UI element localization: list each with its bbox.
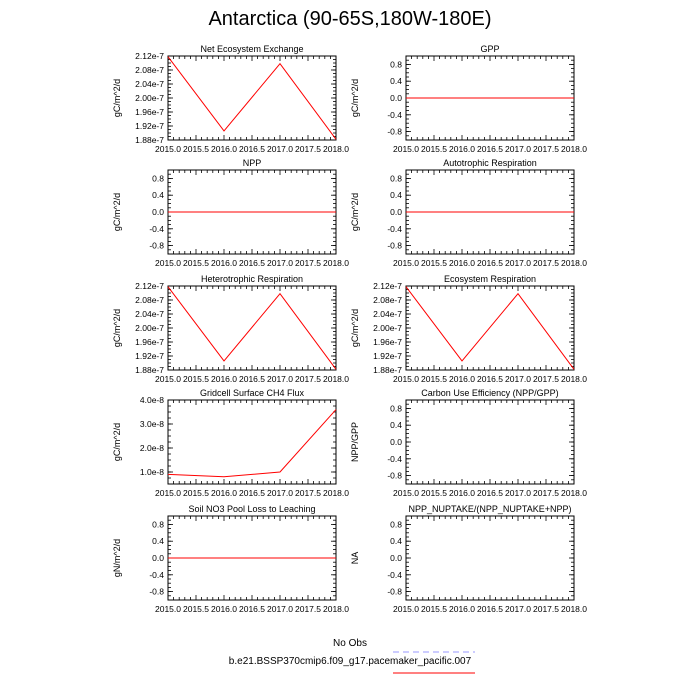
x-tick-label: 2018.0	[561, 144, 587, 154]
x-tick-label: 2017.5	[533, 374, 559, 384]
y-axis-label: gC/m^2/d	[350, 192, 360, 232]
y-tick-label: 2.08e-7	[135, 65, 164, 75]
x-tick-label: 2018.0	[561, 488, 587, 498]
y-axis-label: gC/m^2/d	[112, 78, 122, 118]
x-tick-label: 2016.0	[449, 144, 475, 154]
y-tick-label: -0.8	[387, 126, 402, 137]
x-tick-label: 2016.0	[211, 144, 237, 154]
y-tick-label: 2.00e-7	[135, 93, 164, 103]
x-tick-label: 2018.0	[323, 374, 349, 384]
x-tick-label: 2016.0	[449, 374, 475, 384]
y-tick-label: -0.8	[149, 586, 164, 597]
y-tick-label: -0.4	[149, 223, 164, 234]
x-tick-label: 2016.5	[477, 488, 503, 498]
x-tick-label: 2016.5	[239, 604, 265, 614]
x-tick-label: 2018.0	[561, 258, 587, 268]
panel-title: NPP_NUPTAKE/(NPP_NUPTAKE+NPP)	[408, 504, 572, 514]
panel-title: Ecosystem Respiration	[443, 274, 537, 284]
x-tick-label: 2017.0	[505, 144, 531, 154]
x-tick-label: 2017.0	[505, 258, 531, 268]
y-tick-label: 2.12e-7	[373, 281, 402, 291]
y-tick-label: 0.0	[390, 93, 402, 103]
x-tick-label: 2015.5	[183, 374, 209, 384]
y-tick-label: 2.00e-7	[373, 323, 402, 333]
x-tick-label: 2015.0	[155, 144, 181, 154]
x-tick-label: 2017.5	[533, 604, 559, 614]
x-tick-label: 2016.5	[239, 258, 265, 268]
y-tick-label: 1.92e-7	[373, 351, 402, 361]
x-tick-label: 2017.5	[295, 374, 321, 384]
x-tick-label: 2017.0	[505, 604, 531, 614]
y-tick-label: 0.4	[152, 190, 164, 201]
x-tick-label: 2015.0	[393, 144, 419, 154]
x-tick-label: 2016.0	[211, 258, 237, 268]
x-tick-label: 2016.0	[449, 258, 475, 268]
chart-panel-10	[350, 504, 587, 614]
x-tick-label: 2016.0	[211, 488, 237, 498]
y-tick-label: 1.96e-7	[373, 337, 402, 347]
y-tick-label: 0.4	[390, 76, 402, 87]
y-tick-label: 0.0	[390, 437, 402, 447]
x-tick-label: 2016.5	[239, 144, 265, 154]
x-tick-label: 2016.5	[239, 374, 265, 384]
y-tick-label: 1.88e-7	[135, 365, 164, 375]
y-axis-label: gN/m^2/d	[112, 538, 122, 578]
x-tick-label: 2015.5	[421, 258, 447, 268]
y-tick-label: 0.4	[390, 536, 402, 547]
panel-title: NPP	[242, 158, 262, 168]
x-tick-label: 2017.0	[267, 144, 293, 154]
panel-title: Autotrophic Respiration	[443, 158, 537, 168]
x-tick-label: 2015.5	[421, 604, 447, 614]
y-tick-label: 0.4	[152, 536, 164, 547]
x-tick-label: 2017.5	[533, 144, 559, 154]
y-tick-label: 2.04e-7	[135, 79, 164, 89]
y-tick-label: 0.0	[152, 553, 164, 563]
y-tick-label: 1.96e-7	[135, 337, 164, 347]
y-tick-label: 1.88e-7	[373, 365, 402, 375]
x-tick-label: 2017.0	[267, 258, 293, 268]
x-tick-label: 2015.5	[183, 488, 209, 498]
x-tick-label: 2015.0	[393, 488, 419, 498]
chart-panel-1	[112, 44, 349, 154]
x-tick-label: 2017.0	[267, 604, 293, 614]
x-tick-label: 2015.0	[393, 374, 419, 384]
y-tick-label: -0.4	[387, 109, 402, 120]
x-tick-label: 2017.0	[505, 374, 531, 384]
x-tick-label: 2017.0	[267, 374, 293, 384]
y-tick-label: 0.4	[390, 190, 402, 201]
y-tick-label: -0.4	[149, 569, 164, 580]
y-tick-label: 2.04e-7	[135, 309, 164, 319]
y-tick-label: 1.92e-7	[135, 121, 164, 131]
y-tick-label: 2.08e-7	[135, 295, 164, 305]
x-tick-label: 2018.0	[323, 604, 349, 614]
y-tick-label: 0.8	[390, 519, 402, 530]
page-title: Antarctica (90-65S,180W-180E)	[208, 8, 492, 30]
x-tick-label: 2018.0	[561, 604, 587, 614]
chart-panel-7	[112, 388, 349, 498]
y-tick-label: 0.8	[152, 519, 164, 530]
y-tick-label: 0.8	[390, 173, 402, 184]
series-line	[406, 287, 574, 370]
y-tick-label: -0.4	[387, 223, 402, 234]
x-tick-label: 2015.5	[421, 144, 447, 154]
y-tick-label: 0.0	[390, 553, 402, 563]
x-tick-label: 2017.5	[295, 604, 321, 614]
plot-frame	[406, 400, 574, 484]
x-tick-label: 2015.5	[183, 604, 209, 614]
y-tick-label: 2.12e-7	[135, 51, 164, 61]
x-tick-label: 2018.0	[561, 374, 587, 384]
y-tick-label: -0.8	[387, 586, 402, 597]
y-axis-label: gC/m^2/d	[112, 192, 122, 232]
panel-title: Net Ecosystem Exchange	[200, 44, 304, 54]
y-tick-label: 2.08e-7	[373, 295, 402, 305]
x-tick-label: 2016.5	[477, 604, 503, 614]
y-axis-label: gC/m^2/d	[350, 308, 360, 348]
y-tick-label: 1.96e-7	[135, 107, 164, 117]
x-tick-label: 2016.5	[477, 374, 503, 384]
y-tick-label: 3.0e-8	[139, 419, 164, 429]
x-tick-label: 2017.0	[505, 488, 531, 498]
x-tick-label: 2018.0	[323, 258, 349, 268]
y-axis-label: gC/m^2/d	[350, 78, 360, 118]
y-tick-label: -0.8	[387, 470, 402, 481]
chart-panel-2	[350, 44, 587, 154]
series-line	[168, 57, 336, 140]
x-tick-label: 2015.0	[393, 258, 419, 268]
x-tick-label: 2015.0	[155, 258, 181, 268]
y-tick-label: 4.0e-8	[139, 395, 164, 405]
chart-panel-5	[112, 274, 349, 384]
x-tick-label: 2016.0	[449, 488, 475, 498]
x-tick-label: 2017.5	[533, 488, 559, 498]
chart-panel-6	[350, 274, 587, 384]
x-tick-label: 2015.0	[155, 488, 181, 498]
chart-panel-8	[350, 388, 587, 498]
x-tick-label: 2017.0	[267, 488, 293, 498]
x-tick-label: 2016.0	[211, 374, 237, 384]
y-tick-label: 1.0e-8	[139, 467, 164, 477]
x-tick-label: 2016.5	[477, 258, 503, 268]
x-tick-label: 2015.0	[393, 604, 419, 614]
y-tick-label: -0.8	[387, 240, 402, 251]
y-tick-label: -0.4	[387, 453, 402, 464]
y-tick-label: 2.12e-7	[135, 281, 164, 291]
x-tick-label: 2017.5	[295, 144, 321, 154]
y-tick-label: 0.0	[152, 207, 164, 217]
x-tick-label: 2015.5	[421, 488, 447, 498]
chart-panel-4	[350, 158, 587, 268]
x-tick-label: 2015.0	[155, 374, 181, 384]
x-tick-label: 2016.0	[211, 604, 237, 614]
plot-frame	[406, 516, 574, 600]
y-tick-label: 2.00e-7	[135, 323, 164, 333]
x-tick-label: 2018.0	[323, 488, 349, 498]
y-tick-label: 1.88e-7	[135, 135, 164, 145]
series-line	[168, 410, 336, 477]
y-axis-label: NPP/GPP	[350, 421, 360, 463]
x-tick-label: 2016.0	[449, 604, 475, 614]
chart-panel-3	[112, 158, 349, 268]
y-tick-label: -0.4	[387, 569, 402, 580]
legend-obs-label: No Obs	[333, 638, 367, 649]
y-axis-label: gC/m^2/d	[112, 422, 122, 462]
y-tick-label: -0.8	[149, 240, 164, 251]
chart-panel-9	[112, 504, 349, 614]
x-tick-label: 2015.0	[155, 604, 181, 614]
y-tick-label: 2.0e-8	[139, 443, 164, 453]
y-tick-label: 2.04e-7	[373, 309, 402, 319]
panel-title: Carbon Use Efficiency (NPP/GPP)	[421, 388, 559, 398]
x-tick-label: 2015.5	[183, 144, 209, 154]
y-tick-label: 0.4	[390, 420, 402, 431]
y-axis-label: gC/m^2/d	[112, 308, 122, 348]
x-tick-label: 2015.5	[421, 374, 447, 384]
y-tick-label: 0.8	[390, 403, 402, 414]
y-tick-label: 0.8	[390, 59, 402, 70]
x-tick-label: 2018.0	[323, 144, 349, 154]
plot-frame	[168, 400, 336, 484]
panel-title: GPP	[480, 44, 500, 54]
x-tick-label: 2015.5	[183, 258, 209, 268]
y-axis-label: NA	[350, 551, 360, 565]
x-tick-label: 2016.5	[477, 144, 503, 154]
legend-model-label: b.e21.BSSP370cmip6.f09_g17.pacemaker_pacific.007	[228, 656, 472, 667]
series-line	[168, 287, 336, 370]
panel-title: Heterotrophic Respiration	[200, 274, 304, 284]
x-tick-label: 2017.5	[295, 258, 321, 268]
y-tick-label: 0.0	[390, 207, 402, 217]
x-tick-label: 2017.5	[295, 488, 321, 498]
panel-title: Gridcell Surface CH4 Flux	[199, 388, 305, 398]
x-tick-label: 2017.5	[533, 258, 559, 268]
x-tick-label: 2016.5	[239, 488, 265, 498]
y-tick-label: 1.92e-7	[135, 351, 164, 361]
y-tick-label: 0.8	[152, 173, 164, 184]
panel-title: Soil NO3 Pool Loss to Leaching	[188, 504, 316, 514]
